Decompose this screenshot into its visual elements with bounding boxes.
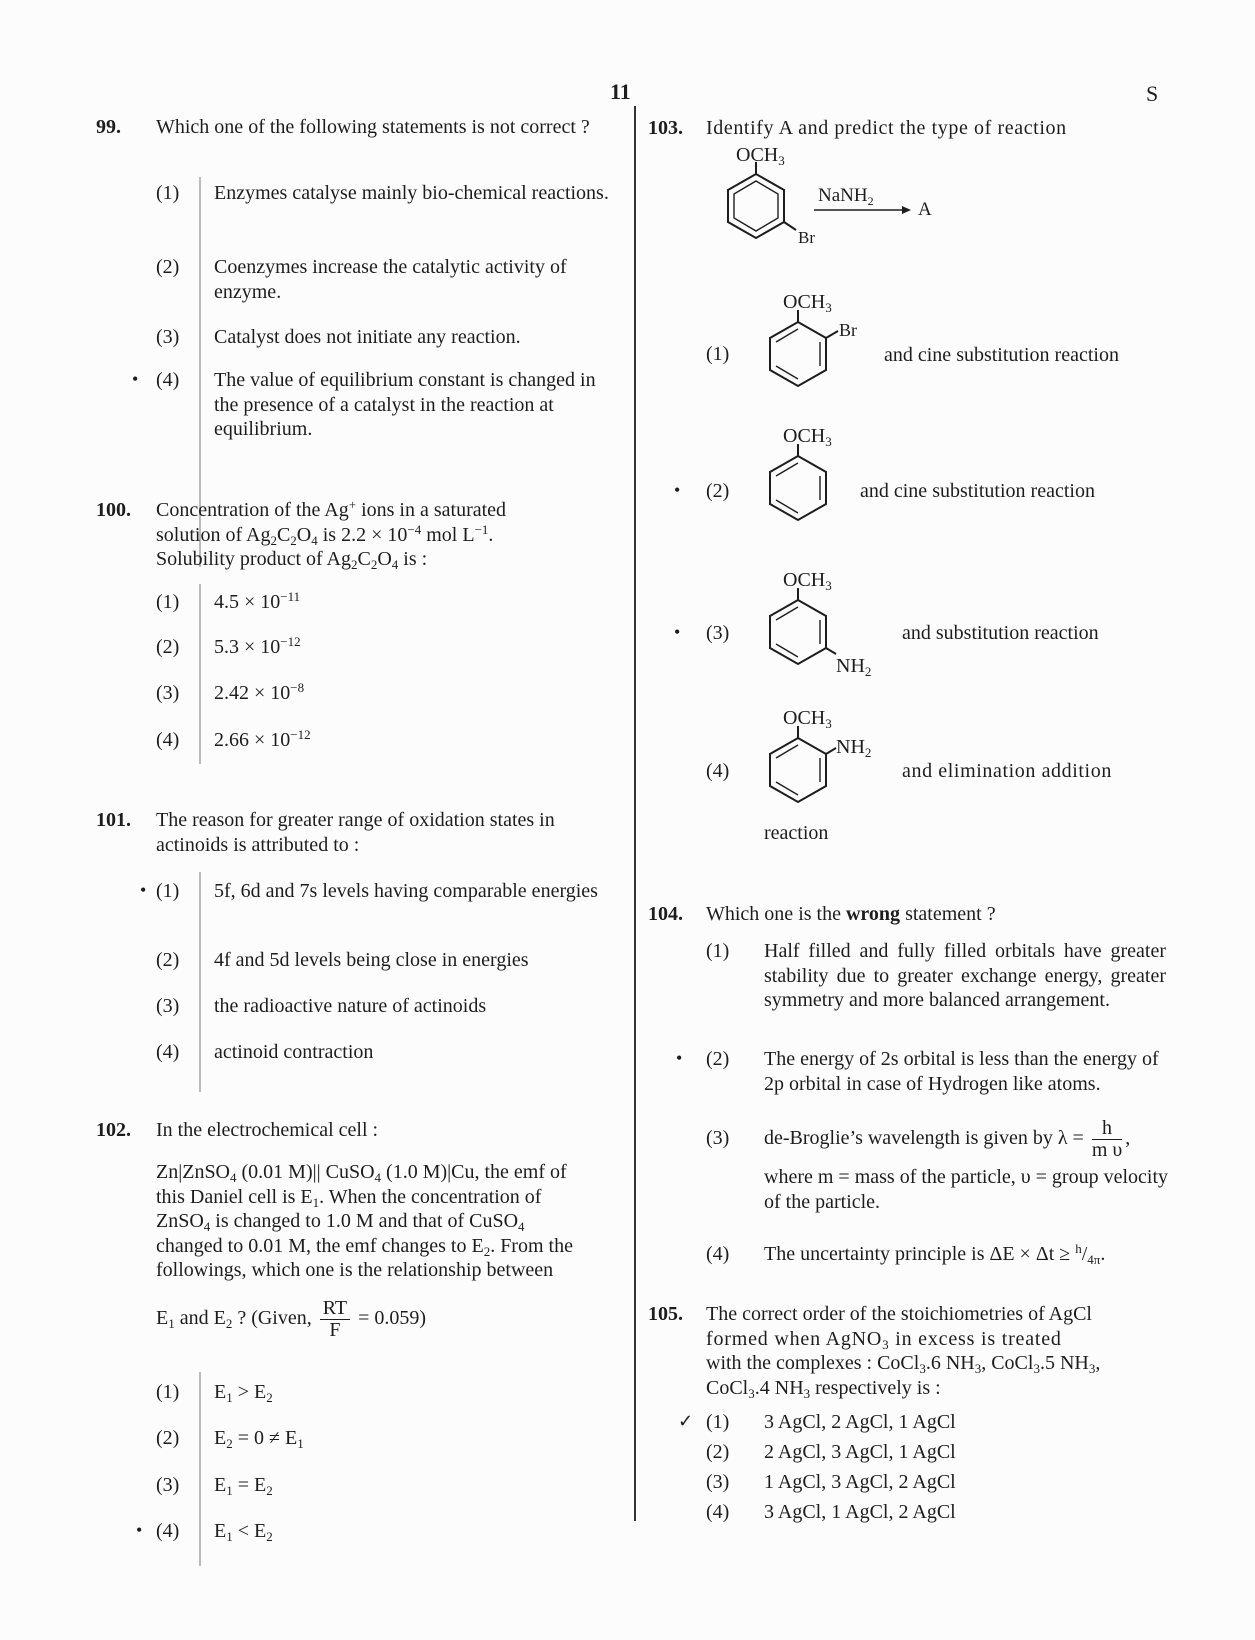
- rt-over-f-fraction: $\frac{RT}{F}$: [320, 1298, 350, 1341]
- option-text: Catalyst does not initiate any reaction.: [214, 326, 521, 348]
- option-text: 1 AgCl, 3 AgCl, 2 AgCl: [764, 1471, 956, 1493]
- option-number: (3): [156, 995, 180, 1017]
- option-text: $2.42 \times 10^{-8}$: [214, 680, 305, 704]
- option-number: (4): [706, 1243, 730, 1265]
- question-number: 100.: [96, 499, 131, 521]
- option-number: (1): [706, 1411, 730, 1433]
- option-number: (1): [156, 591, 180, 613]
- page-number: 11: [610, 79, 631, 104]
- question-stem: The correct order of the stoichiometries of AgCl formed when AgNO$_3$ in excess is treated with the complexes : CoCl$_3$.6 $NH_3$, CoCl$_3$.5 $NH_3$, CoCl$_3$.4 $NH_3$ respectively is :: [706, 1303, 1101, 1401]
- answer-mark: •: [674, 622, 681, 642]
- svg-text:OCH3: $OCH_3$: [783, 569, 832, 593]
- option-text: 2 AgCl, 3 AgCl, 1 AgCl: [764, 1441, 956, 1463]
- answer-mark: •: [674, 480, 681, 500]
- svg-text:NH2: $NH_2$: [836, 655, 872, 679]
- question-paragraph: Zn|ZnSO$_4$ (0.01 M)|| CuSO$_4$ (1.0 M)|Cu, the emf of this Daniel cell is $E_1$. When the concentration of ZnSO$_4$ is changed to 1.0 M and that of CuSO$_4$ changed to 0.01 M, the emf changes to $E_2$. From the followings, which one is the relationship between: [156, 1161, 573, 1282]
- svg-text:OCH3: $OCH_3$: [783, 707, 832, 731]
- question-stem: Which one of the following statements is not correct ?: [156, 116, 590, 138]
- question-stem: Concentration of the Ag+ ions in a saturated solution of $Ag_2C_2O_4$ is $2.2 \times 10^{-4}$ mol $L^{-1}$. Solubility product of $Ag_2C_2O_4$ is :: [156, 497, 507, 573]
- option-text: 5f, 6d and 7s levels having comparable energies: [214, 880, 598, 902]
- option-number: (1): [706, 940, 730, 962]
- option-4-structure: [748, 698, 918, 808]
- option-text: Enzymes catalyse mainly bio-chemical reactions.: [214, 182, 609, 204]
- option-rule: [199, 584, 201, 764]
- option-text: $E_1 = E_2$: [214, 1474, 273, 1498]
- option-rule: [199, 1372, 201, 1566]
- svg-text:Br: Br: [839, 320, 857, 340]
- option-number: (2): [156, 1427, 180, 1449]
- answer-mark: ✓: [678, 1411, 694, 1431]
- option-3-structure: [748, 560, 928, 680]
- arrowhead: [902, 206, 911, 214]
- option-text: and substitution reaction: [902, 622, 1099, 644]
- reagent-label: NaNH$_2$: [818, 185, 874, 208]
- option-text: $4.5 \times 10^{-11}$: [214, 589, 301, 613]
- methoxy-label: $OCH_3$: [736, 144, 785, 168]
- option-number: (4): [706, 760, 730, 782]
- question-stem: Which one is the wrong statement ?: [706, 903, 996, 925]
- option-number: (1): [156, 182, 180, 204]
- question-number: 102.: [96, 1119, 131, 1141]
- option-text: the radioactive nature of actinoids: [214, 995, 487, 1017]
- option-text: and elimination addition: [902, 760, 1112, 782]
- option-text: $2.66 \times 10^{-12}$: [214, 727, 311, 751]
- option-number: (3): [156, 326, 180, 348]
- option-text: Coenzymes increase the catalytic activity of enzyme.: [214, 256, 567, 303]
- question-stem: In the electrochemical cell :: [156, 1119, 379, 1141]
- option-number: (2): [156, 949, 180, 971]
- option-text: and cine substitution reaction: [884, 344, 1119, 366]
- option-text: $E_2 = 0 \ne E_1$: [214, 1427, 304, 1451]
- question-stem: The reason for greater range of oxidation states in actinoids is attributed to :: [156, 809, 555, 856]
- question-number: 104.: [648, 903, 683, 925]
- option-text: The energy of 2s orbital is less than the energy of 2p orbital in case of Hydrogen like atoms.: [764, 1048, 1159, 1095]
- product-label: A: [918, 199, 932, 220]
- question-number: 101.: [96, 809, 131, 831]
- option-text: and cine substitution reaction: [860, 480, 1095, 502]
- option-text: actinoid contraction: [214, 1041, 374, 1063]
- option-number: (3): [706, 1127, 730, 1149]
- option-number: (3): [156, 682, 180, 704]
- answer-mark: •: [140, 880, 147, 900]
- option-text: 4f and 5d levels being close in energies: [214, 949, 529, 971]
- option-number: (3): [706, 1471, 730, 1493]
- option-1-structure: [748, 282, 888, 392]
- set-code: S: [1146, 81, 1159, 106]
- option-number: (4): [156, 1520, 180, 1542]
- option-number: (4): [706, 1501, 730, 1523]
- option-number: (1): [706, 343, 730, 365]
- option-number: (1): [156, 1381, 180, 1403]
- question-number: 105.: [648, 1303, 683, 1325]
- answer-mark: •: [676, 1048, 683, 1068]
- option-text: $E_1 < E_2$: [214, 1520, 273, 1544]
- option-number: (4): [156, 369, 180, 391]
- question-number: 103.: [648, 117, 683, 139]
- benzene-inner-bonds: [734, 181, 778, 231]
- answer-mark: •: [136, 1520, 143, 1540]
- option-text: The uncertainty principle is $\Delta E \times \Delta t \ge ^h/_{4\pi}$.: [764, 1241, 1106, 1267]
- answer-mark: •: [132, 369, 139, 389]
- option-number: (2): [156, 636, 180, 658]
- option-text: de-Broglie’s wavelength is given by λ = $\frac{h}{\text{m υ}}$ , where m = mass of the particle, υ = group velocity of the particle.: [764, 1117, 1169, 1213]
- option-number: (3): [706, 622, 730, 644]
- question-stem: Identify A and predict the type of reaction: [706, 117, 1067, 139]
- option-text-continued: reaction: [764, 822, 829, 844]
- benzene-ring: [728, 174, 784, 238]
- option-text: Half filled and fully filled orbitals have greater stability due to greater exchange energy, greater symmetry and more balanced arrangement.: [764, 940, 1166, 1012]
- option-text: 3 AgCl, 1 AgCl, 2 AgCl: [764, 1501, 956, 1523]
- reaction-scheme: [706, 144, 966, 264]
- question-given: $E_1$ and $E_2$ ? (Given, $\frac{RT}{F}$ = 0.059): [156, 1297, 427, 1341]
- option-rule: [199, 872, 201, 1092]
- option-number: (2): [706, 1048, 730, 1070]
- bromo-bond: [784, 222, 796, 230]
- option-text: $5.3 \times 10^{-12}$: [214, 634, 301, 658]
- option-number: (4): [156, 1041, 180, 1063]
- svg-text:NH2: $NH_2$: [836, 736, 872, 760]
- option-number: (2): [706, 480, 730, 502]
- option-number: (1): [156, 880, 180, 902]
- svg-text:OCH3: $OCH_3$: [783, 291, 832, 315]
- option-text: 3 AgCl, 2 AgCl, 1 AgCl: [764, 1411, 956, 1433]
- svg-text:OCH3: $OCH_3$: [783, 425, 832, 449]
- option-number: (2): [706, 1441, 730, 1463]
- option-number: (4): [156, 729, 180, 751]
- bromo-label: Br: [798, 228, 815, 247]
- column-divider: [634, 106, 636, 1521]
- question-number: 99.: [96, 116, 121, 138]
- option-text: The value of equilibrium constant is changed in the presence of a catalyst in the reaction at equilibrium.: [214, 369, 596, 441]
- option-text: $E_1 > E_2$: [214, 1381, 273, 1405]
- option-number: (3): [156, 1474, 180, 1496]
- option-number: (2): [156, 256, 180, 278]
- option-2-structure: [748, 416, 888, 526]
